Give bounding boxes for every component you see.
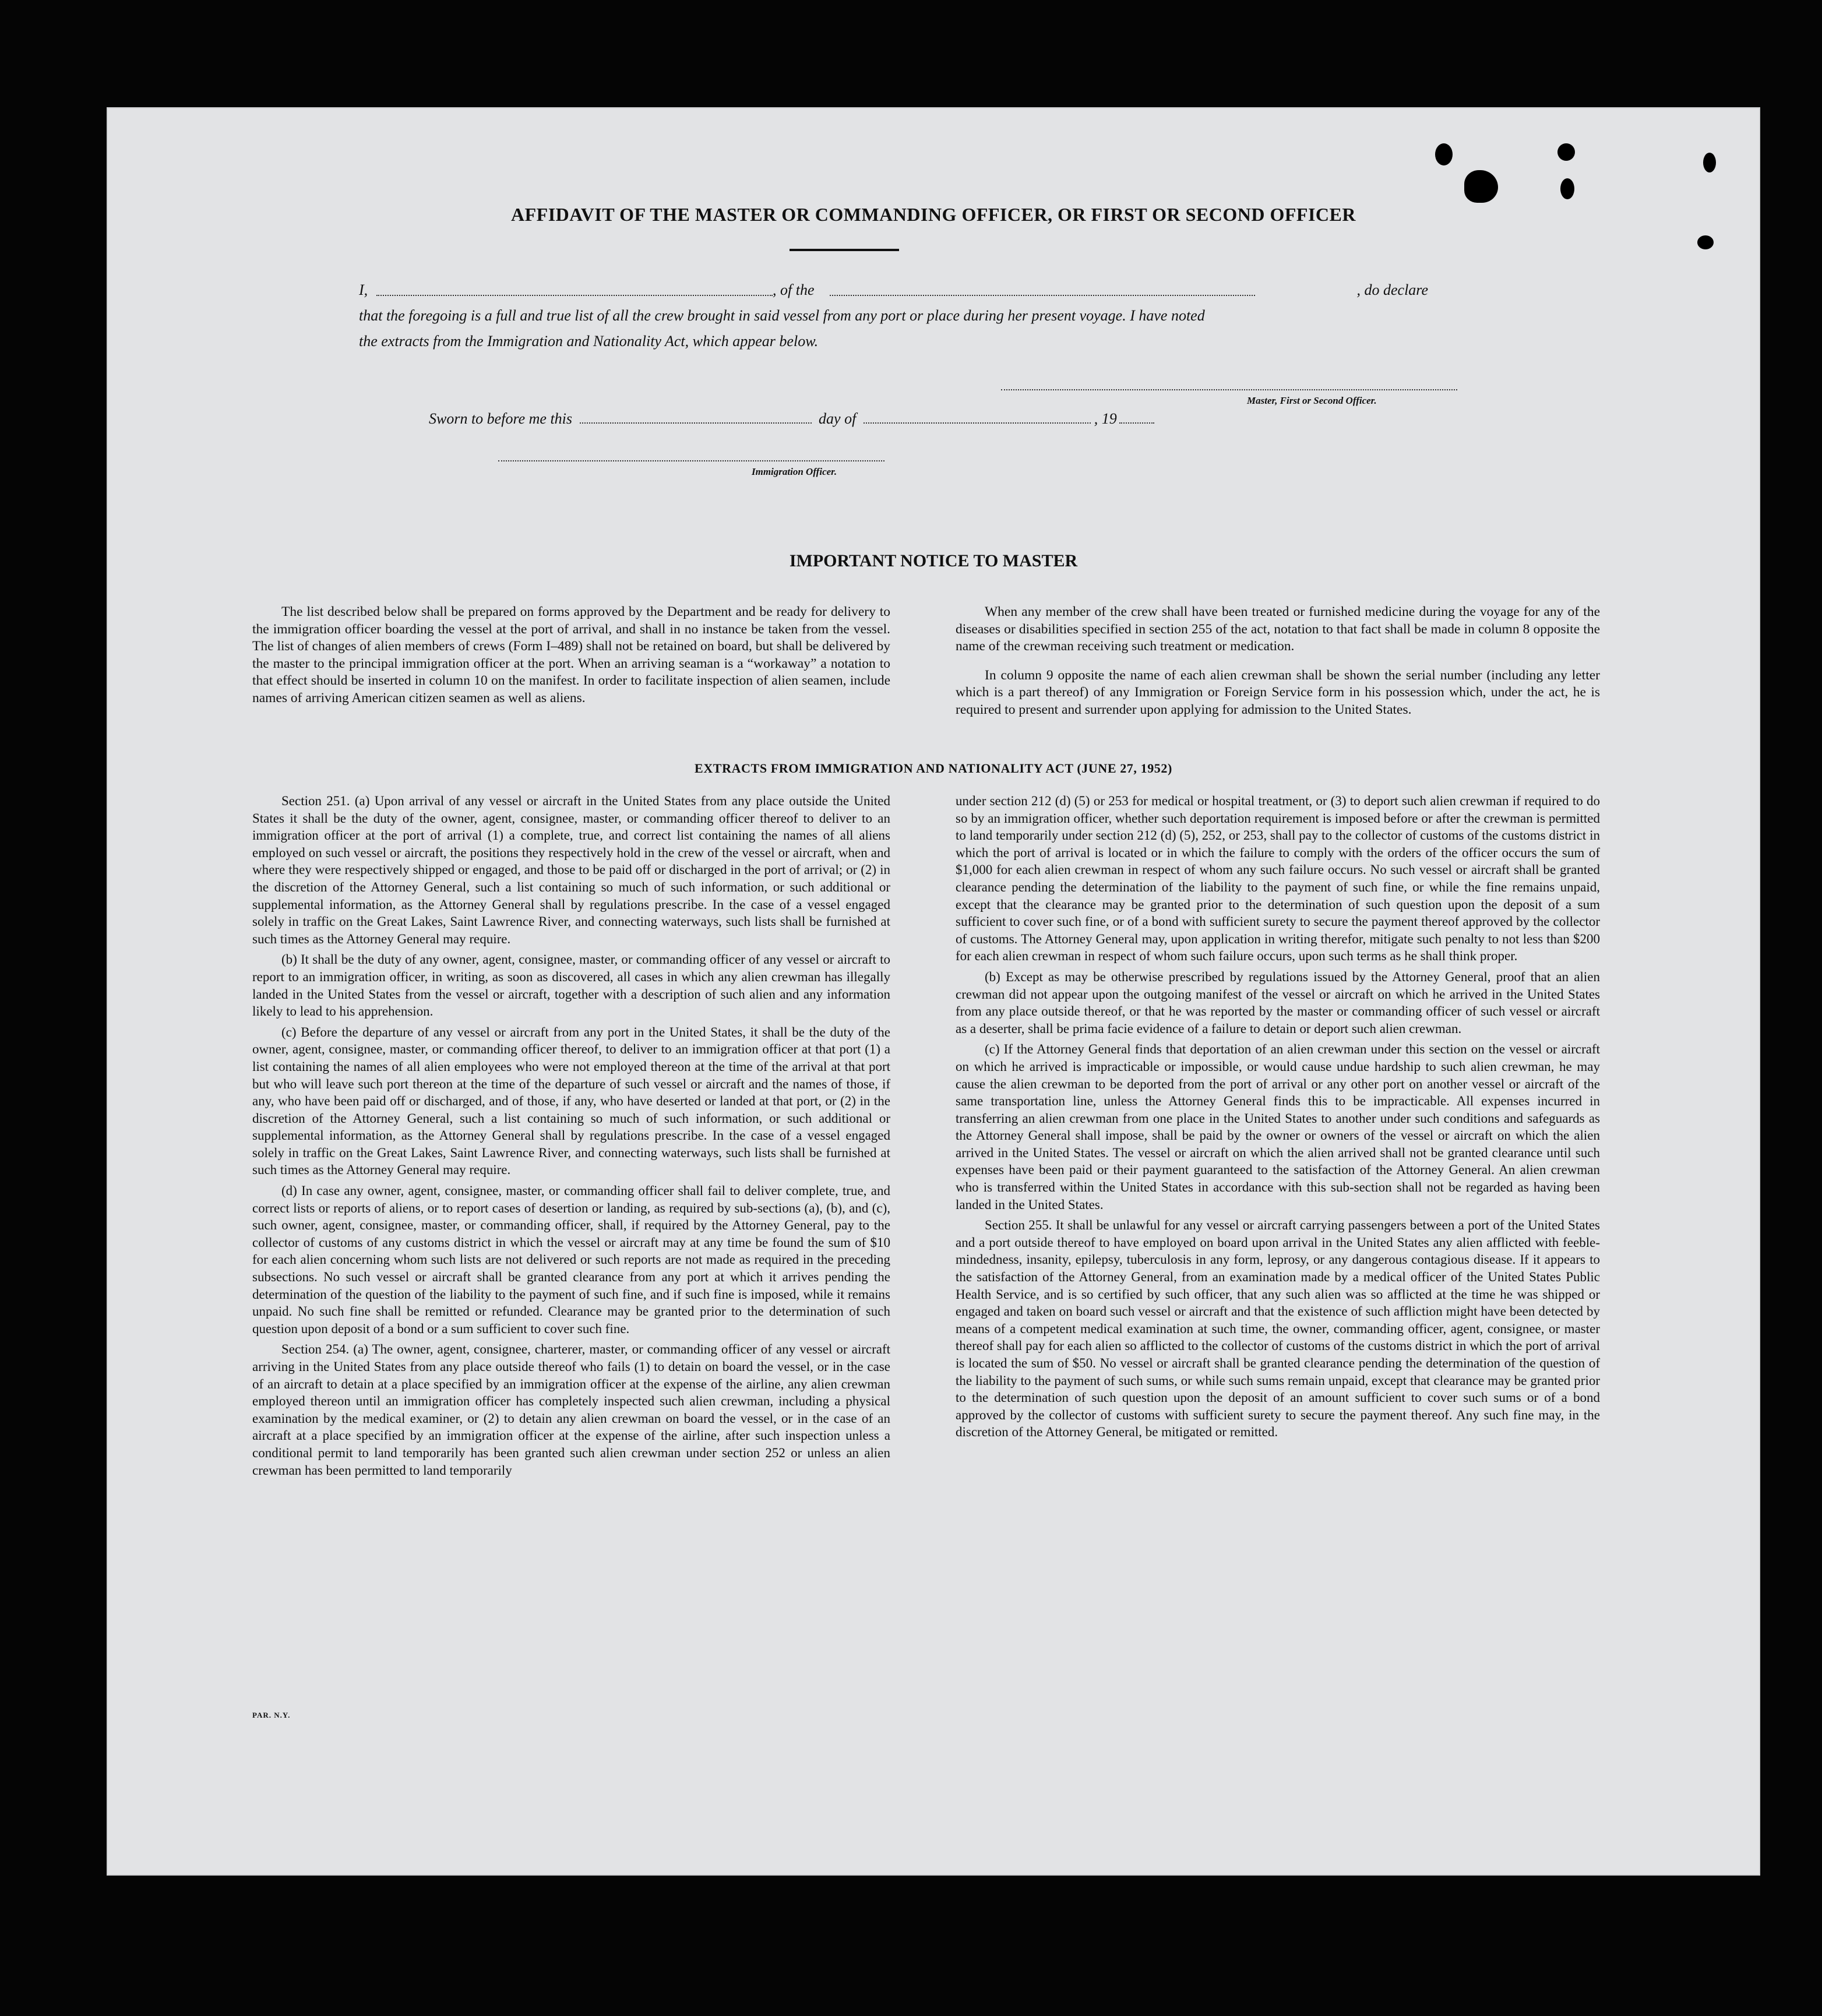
notice-left-column <box>252 604 890 712</box>
of-the-label: , of the <box>773 281 815 298</box>
vessel-field[interactable] <box>830 295 1255 296</box>
master-signature-line[interactable] <box>1001 389 1457 390</box>
notice-right-column <box>956 604 1600 724</box>
notice-paragraph: When any member of the crew shall have been treated or furnished medicine during the voyage for any of the diseases or disabilities specified in section 255 of the act, notation to that fact shall be made in column 8 opposite the name of the crewman receiving such treatment or medication. <box>956 604 1600 654</box>
section-254c: (c) If the Attorney General finds that deportation of an alien crewman under this section on the vessel or aircraft on which he arrived is impracticable or impossible, or would cause undue hardship to such alien crewman, he may cause the alien crewman to be deported from the port of arrival or any other port on another vessel or aircraft of the same transportation line, unless the Attorney General finds this to be impracticable. All expenses incurred in transferring an alien crewman from one place in the United States to another under such conditions and safeguards as the Attorney General shall impose, shall be paid by the owner or owners of the vessel or aircraft on which the alien arrived in the United States. The vessel or aircraft on which the alien arrived shall not be granted clearance until such expenses have been paid or their payment guaranteed to the satisfaction of the Attorney General. An alien crewman who is transferred within the United States in accordance with this sub-section shall not be regarded as having been landed in the United States. <box>956 1042 1600 1212</box>
section-254a-continued: under section 212 (d) (5) or 253 for medical or hospital treatment, or (3) to deport such alien crewman if required to do so by an immigration officer, whether such deportation requirement is imposed before or after the crewman is permitted to land temporarily under section 212 (d) (5), 252, or 253, shall pay to the collector of customs of the customs district in which the port of arrival is located or in which the failure to comply with the orders of the officer occurs the sum of $1,000 for each alien crewman in respect of whom any such failure occurs. No such vessel or aircraft shall be granted clearance pending the determination of the liability to the payment of such fine, or while the fine remains unpaid, except that the clearance may be granted prior to the determination of such question upon the deposit of a sum sufficient to cover such fine, or of a bond with sufficient surety to secure the payment thereof approved by the collector of customs. The Attorney General may, upon application in writing therefor, mitigate such penalty to not less than $200 for each alien crewman in respect of whom such failure occurs, upon such terms as he shall think proper. <box>956 794 1600 964</box>
notice-paragraph: The list described below shall be prepared on forms approved by the Department and be ready for delivery to the immigration officer boarding the vessel at the port of arrival, and shall in no instance be taken from the vessel. The list of changes of alien members of crews (Form I–489) shall not be retained on board, but shall be delivered by the master to the principal immigration officer at the port. When an arriving seaman is a “workaway” a notation to that effect should be inserted in column 10 on the manifest. In order to facilitate inspection of alien seamen, include names of arriving American citizen seamen as well as aliens. <box>252 604 890 706</box>
extracts-right-column <box>956 792 1600 1444</box>
notice-heading: IMPORTANT NOTICE TO MASTER <box>789 551 1078 570</box>
extracts-heading: EXTRACTS FROM IMMIGRATION AND NATIONALITY ACT (JUNE 27, 1952) <box>695 761 1172 776</box>
master-signature-label: Master, First or Second Officer. <box>1247 395 1377 406</box>
punch-hole <box>1560 178 1574 199</box>
punch-hole <box>1557 143 1575 161</box>
punch-hole <box>1464 170 1498 203</box>
day-of-label: day of <box>819 410 857 427</box>
section-254b: (b) Except as may be otherwise prescribed by regulations issued by the Attorney General, proof that an alien crewman did not appear upon the outgoing manifest of the vessel or aircraft on which he arrived in the United States from any place outside thereof, or that he was reported by the master or commanding officer of such vessel or aircraft as a deserter, shall be prima facie evidence of a failure to detain or deport such alien crewman. <box>956 969 1600 1036</box>
document-sheet <box>107 107 1760 1876</box>
declaration-line-3: the extracts from the Immigration and Nationality Act, which appear below. <box>359 333 819 350</box>
immigration-officer-label: Immigration Officer. <box>752 466 837 477</box>
i-label: I, <box>359 281 368 298</box>
declaration-line-1 <box>359 277 1428 303</box>
sworn-year-field[interactable] <box>1119 422 1154 424</box>
section-251a: Section 251. (a) Upon arrival of any vessel or aircraft in the United States from any place outside the United States it shall be the duty of the owner, agent, consignee, master, or commanding officer thereof to deliver to an immigration officer at the port of arrival (1) a complete, true, and correct list containing the names of all aliens employed on such vessel or aircraft, the positions they respectively hold in the crew of the vessel or aircraft, when and where they were respectively shipped or engaged, and those to be paid off or discharged in the port of arrival; or (2) in the discretion of the Attorney General, such a list containing so much of such information, or such additional or supplemental information, as the Attorney General shall by regulations prescribe. In the case of a vessel engaged solely in traffic on the Great Lakes, Saint Lawrence River, and connecting waterways, such lists shall be furnished at such times as the Attorney General may require. <box>252 794 890 946</box>
affidavit-title: AFFIDAVIT OF THE MASTER OR COMMANDING OFFICER, OR FIRST OR SECOND OFFICER <box>511 204 1356 225</box>
section-251c: (c) Before the departure of any vessel or aircraft from any port in the United States, it shall be the duty of the owner, agent, consignee, master, or commanding officer thereof, to deliver to an immigration officer at that port (1) a list containing the names of all alien employees who were not employed thereon at the time of the arrival at that port but who will leave such port thereon at the time of the departure of such vessel or aircraft and the names of those, if any, who have been paid off or discharged, and of those, if any, who have deserted or landed at that port, or (2) in the discretion of the Attorney General, such a list containing so much of such information, or such additional or supplemental information, as the Attorney General shall by regulations prescribe. In the case of a vessel engaged solely in traffic on the Great Lakes, Saint Lawrence River, and connecting waterways, such lists shall be furnished at such times as the Attorney General may require. <box>252 1024 890 1178</box>
section-251b: (b) It shall be the duty of any owner, agent, consignee, master, or commanding officer of any vessel or aircraft to report to an immigration officer, in writing, as soon as discovered, all cases in which any alien crewman has illegally landed in the United States from the vessel or aircraft, together with a description of such alien and any information likely to lead to his apprehension. <box>252 952 890 1019</box>
title-underline <box>790 249 899 251</box>
sworn-month-field[interactable] <box>864 422 1091 424</box>
name-field[interactable] <box>376 295 773 296</box>
section-254a: Section 254. (a) The owner, agent, consignee, charterer, master, or commanding officer of any vessel or aircraft arriving in the United States from any place outside thereof who fails (1) to detain on board the vessel, or in the case of an aircraft to detain at a place specified by an immigration officer at the expense of the airline, any alien crewman employed thereon until an immigration officer has completely inspected such alien crewman, including a physical examination by the medical examiner, or (2) to detain any alien crewman on board the vessel, or in the case of an aircraft at a place specified by an immigration officer at the expense of the airline, after such inspection unless a conditional permit to land temporarily has been granted such alien crewman under section 252 or unless an alien crewman has been permitted to land temporarily <box>252 1342 890 1478</box>
section-251d: (d) In case any owner, agent, consignee, master, or commanding officer shall fail to deliver complete, true, and correct lists or reports of aliens, or to report cases of desertion or landing, as required by sub-sections (a), (b), and (c), such owner, agent, consignee, master, or commanding officer, shall, if required by the Attorney General, pay to the collector of customs of any customs district in which the vessel or aircraft may at any time be found the sum of $10 for each alien concerning whom such lists are not delivered or such reports are not made as required in the preceding subsections. No such vessel or aircraft shall be granted clearance from any port at which it arrives pending the determination of the question of the liability to the payment of such fine, and if such fine is imposed, while it remains unpaid. No such fine shall be remitted or refunded. Clearance may be granted prior to the determination of such question upon deposit of a bond or a sum sufficient to cover such fine. <box>252 1183 890 1336</box>
notice-paragraph: In column 9 opposite the name of each alien crewman shall be shown the serial number (including any letter which is a part thereof) of any Immigration or Foreign Service form in his possession which, under the act, he is required to present and surrender upon applying for admission to the United States. <box>956 667 1600 717</box>
punch-hole <box>1697 235 1714 249</box>
sworn-line <box>429 410 1154 428</box>
punch-hole <box>1435 143 1453 165</box>
sworn-label: Sworn to before me this <box>429 410 573 427</box>
year-label: , 19 <box>1094 410 1117 427</box>
declaration-block <box>359 277 1428 354</box>
punch-hole <box>1703 153 1716 172</box>
sworn-day-field[interactable] <box>580 422 812 424</box>
declaration-line-2: that the foregoing is a full and true list of all the crew brought in said vessel from any port or place during her present voyage. I have noted <box>359 307 1205 324</box>
extracts-left-column <box>252 792 890 1482</box>
do-declare-label: , do declare <box>1356 281 1428 298</box>
immigration-officer-signature-line[interactable] <box>498 460 884 461</box>
printer-mark: PAR. N.Y. <box>252 1711 291 1719</box>
section-255: Section 255. It shall be unlawful for any vessel or aircraft carrying passengers between a port of the United States and a port outside thereof to have employed on board upon arrival in the United States any alien afflicted with feeble-mindedness, insanity, epilepsy, tuberculosis in any form, leprosy, or any dangerous contagious disease. If it appears to the satisfaction of the Attorney General, from an examination made by a medical officer of the United States Public Health Service, and is so certified by such officer, that any such alien was so afflicted at the time he was shipped or engaged and taken on board such vessel or aircraft and that the existence of such affliction might have been detected by means of a competent medical examination at such time, the owner, commanding officer, agent, consignee, or master thereof shall pay for each alien so afflicted to the collector of customs of the customs district in which the port of arrival is located the sum of $50. No vessel or aircraft shall be granted clearance pending the determination of the question of the liability to the payment of such sums, or while such sums remain unpaid, except that clearance may be granted prior to the determination of such question upon the deposit of an amount sufficient to cover such sums or of a bond approved by the collector of customs with sufficient surety to secure the payment thereof. Any such fine may, in the discretion of the Attorney General, be mitigated or remitted. <box>956 1218 1600 1440</box>
